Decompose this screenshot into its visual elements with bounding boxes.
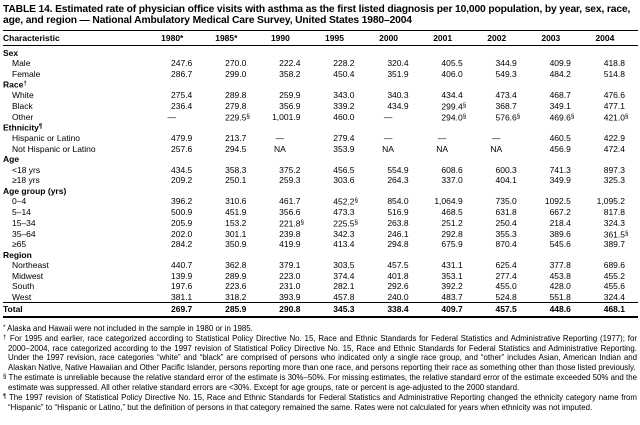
category-label: Age group (yrs) <box>3 185 67 196</box>
cell-rate-value: 516.9 <box>387 207 409 218</box>
cell-rate-value: 396.2 <box>171 196 193 207</box>
cell-rate-value: 282.1 <box>333 281 355 292</box>
column-header-year: 1980* <box>151 30 205 45</box>
category-row <box>3 250 638 260</box>
cell-rate-value: 379.1 <box>279 260 301 271</box>
cell-rate-value: 205.9 <box>171 217 193 228</box>
cell-rate-value: 431.1 <box>441 260 463 271</box>
cell-rate-value: 741.3 <box>549 164 571 175</box>
table-row <box>3 281 638 291</box>
cell-rate-value: 356.9 <box>279 100 301 111</box>
cell-rate-value: 854.0 <box>387 196 409 207</box>
cell-rate-value: 228.2 <box>333 58 355 69</box>
cell-rate-value: 389.7 <box>603 239 625 250</box>
table-row <box>3 271 638 281</box>
cell-rate-value: 476.6 <box>603 90 625 101</box>
cell-rate-value: 500.9 <box>171 207 193 218</box>
cell-rate-value: 897.3 <box>603 164 625 175</box>
cell-rate-value: 345.3 <box>313 303 367 317</box>
table-row <box>3 175 638 185</box>
table-row <box>3 69 638 79</box>
table-row <box>3 112 638 123</box>
footnote: † For 1995 and earlier, race categorized according to Statistical Policy Directive No. 15, Race and Ethnic Standards for Federal Statistics and Administrative Reporting (1977); for 2000–2004, race categorized according to the 1997 revision of Statistical Policy Directive No. 15, Race and Ethnic Standards for Federal Statistics and Administrative Reporting. Under the 1997 revision, race categories “white” and “black” are comprised of persons who indicated only a single race group, and “other” includes Asian, American Indian and Alaskan Native, Native Hawaiian and Other Pacific Islander, persons reporting more than one race, and persons reporting their race as something other than those listed previously. <box>3 334 637 372</box>
cell-rate-value: 600.3 <box>495 164 517 175</box>
category-row <box>3 45 638 58</box>
column-header-year: 1985* <box>205 30 259 45</box>
asthma-visit-rate-table <box>3 30 638 318</box>
cell-rate-value: 456.5 <box>333 164 355 175</box>
cell-rate-value: 303.6 <box>333 175 355 186</box>
table-row <box>3 292 638 303</box>
column-header-year: 1990 <box>259 30 313 45</box>
cell-rate-value: 392.2 <box>441 281 463 292</box>
cell-rate-value: 468.7 <box>549 90 571 101</box>
cell-rate-value: 318.2 <box>225 291 247 302</box>
row-label: West <box>12 291 32 302</box>
cell-rate-value: 269.7 <box>151 303 205 317</box>
cell-rate-value: 451.9 <box>225 207 247 218</box>
cell-rate-value: 257.6 <box>171 143 193 154</box>
cell-rate-value: 455.0 <box>495 281 517 292</box>
cell-rate-value: 270.0 <box>225 58 247 69</box>
row-label: ≥18 yrs <box>12 175 40 186</box>
cell-no-estimate: — <box>383 111 393 122</box>
cell-rate-value: 457.5 <box>476 303 530 317</box>
cell-rate-value: 483.7 <box>441 291 463 302</box>
footnote-marker: * <box>3 323 6 331</box>
cell-rate-value: 221.8§ <box>279 218 304 229</box>
cell-rate-value: 231.0 <box>279 281 301 292</box>
cell-rate-value: 229.5§ <box>225 112 250 123</box>
cell-rate-value: 275.4 <box>171 90 193 101</box>
cell-rate-value: 472.4 <box>603 143 625 154</box>
cell-rate-value: 1092.5 <box>544 196 571 207</box>
cell-rate-value: 350.9 <box>225 239 247 250</box>
table-row <box>3 196 638 207</box>
column-header-characteristic: Characteristic <box>3 30 151 45</box>
cell-rate-value: 294.0§ <box>441 112 467 123</box>
cell-rate-value: 218.4 <box>549 217 571 228</box>
cell-rate-value: 285.9 <box>205 303 259 317</box>
total-row <box>3 303 638 317</box>
cell-rate-value: 324.3 <box>603 217 625 228</box>
cell-rate-value: 473.3 <box>333 207 355 218</box>
cell-rate-value: 342.3 <box>333 228 355 239</box>
cell-rate-value: 477.1 <box>603 100 625 111</box>
column-header-year: 2002 <box>476 30 530 45</box>
row-label: ≥65 <box>12 239 27 250</box>
cell-rate-value: 735.0 <box>495 196 517 207</box>
cell-rate-value: 239.8 <box>279 228 301 239</box>
cell-rate-value: 608.6 <box>441 164 463 175</box>
cell-not-available: NA <box>490 143 503 154</box>
cell-rate-value: 817.8 <box>603 207 625 218</box>
cell-rate-value: 368.7 <box>495 100 517 111</box>
cell-rate-value: 549.3 <box>495 68 517 79</box>
cell-rate-value: 338.4 <box>368 303 422 317</box>
cell-rate-value: 401.8 <box>387 270 409 281</box>
cell-rate-value: 251.2 <box>441 217 463 228</box>
table-row <box>3 229 638 240</box>
cell-rate-value: 675.9 <box>441 239 463 250</box>
table-row <box>3 207 638 217</box>
cell-rate-value: 294.8 <box>387 239 409 250</box>
cell-rate-value: 631.8 <box>495 207 517 218</box>
cell-rate-value: 303.5 <box>333 260 355 271</box>
cell-rate-value: 689.6 <box>603 260 625 271</box>
cell-rate-value: 468.5 <box>441 207 463 218</box>
row-label: 0–4 <box>12 196 27 207</box>
cell-rate-value: 409.7 <box>422 303 476 317</box>
cell-rate-value: 473.4 <box>495 90 517 101</box>
cell-rate-value: 223.0 <box>279 270 301 281</box>
cell-rate-value: 279.8 <box>225 100 247 111</box>
row-label: Midwest <box>12 270 44 281</box>
cell-rate-value: 381.1 <box>171 291 193 302</box>
cell-rate-value: 421.0§ <box>603 112 629 123</box>
cell-rate-value: 286.7 <box>171 68 193 79</box>
cell-rate-value: 153.2 <box>225 217 247 228</box>
cell-rate-value: 434.5 <box>171 164 193 175</box>
cell-not-available: NA <box>382 143 394 154</box>
cell-rate-value: 428.0 <box>549 281 571 292</box>
table-row <box>3 58 638 68</box>
cell-rate-value: 455.6 <box>603 281 625 292</box>
category-row <box>3 122 638 133</box>
cell-rate-value: 422.9 <box>603 133 625 144</box>
cell-rate-value: 250.1 <box>225 175 247 186</box>
cell-rate-value: 340.3 <box>387 90 409 101</box>
cell-rate-value: 576.6§ <box>495 112 521 123</box>
cell-rate-value: 223.6 <box>225 281 247 292</box>
cell-rate-value: 246.1 <box>387 228 409 239</box>
cell-rate-value: 625.4 <box>495 260 517 271</box>
cell-rate-value: 456.9 <box>549 143 571 154</box>
cell-rate-value: 247.6 <box>171 58 193 69</box>
cell-rate-value: 479.9 <box>171 133 193 144</box>
cell-rate-value: 289.9 <box>225 270 247 281</box>
cell-rate-value: 375.2 <box>279 164 301 175</box>
footnote-reference-marker: ¶ <box>38 123 43 131</box>
cell-rate-value: 405.5 <box>441 58 463 69</box>
cell-rate-value: 406.0 <box>441 68 463 79</box>
row-label: 5–14 <box>12 207 31 218</box>
cell-rate-value: 353.1 <box>441 270 463 281</box>
cell-rate-value: 457.5 <box>387 260 409 271</box>
row-label: Female <box>12 68 41 79</box>
category-label: Sex <box>3 47 19 58</box>
table-title: TABLE 14. Estimated rate of physician office visits with asthma as the first listed diagnosis per 10,000 population, by year, sex, race, age, and region — National Ambulatory Medical Care Survey, United States 1980–2004 <box>3 4 631 27</box>
cell-no-estimate: — <box>437 133 447 144</box>
footnote-reference-marker: † <box>23 80 27 88</box>
cell-rate-value: 418.8 <box>603 58 625 69</box>
column-header-year: 2001 <box>422 30 476 45</box>
row-label: <18 yrs <box>12 164 41 175</box>
cell-rate-value: 349.1 <box>549 100 571 111</box>
cell-rate-value: 356.6 <box>279 207 301 218</box>
category-label: Age <box>3 154 20 165</box>
footnote: § The estimate is unreliable because the relative standard error of the estimate is 30%–50%. For missing estimates, the relative standard error of the estimate exceeded 50% and the estimate was suppressed. All other relative standard errors are <30%. Except for age groups, rate or percent is age-adjusted to the 2000 standard. <box>3 373 637 392</box>
cell-rate-value: 870.4 <box>495 239 517 250</box>
row-label: Black <box>12 100 33 111</box>
row-label: Total <box>3 303 151 317</box>
cell-rate-value: 409.9 <box>549 58 571 69</box>
cell-rate-value: 279.4 <box>333 133 355 144</box>
cell-rate-value: 453.8 <box>549 270 571 281</box>
row-label: Male <box>12 58 31 69</box>
cell-rate-value: 250.4 <box>495 217 517 228</box>
category-label: Region <box>3 249 32 260</box>
cell-rate-value: 294.5 <box>225 143 247 154</box>
column-header-year: 1995 <box>313 30 367 45</box>
category-row <box>3 79 638 90</box>
cell-rate-value: 361.5§ <box>603 229 629 240</box>
cell-rate-value: 457.8 <box>333 291 355 302</box>
cell-rate-value: 413.4 <box>333 239 355 250</box>
table-row <box>3 101 638 112</box>
cell-rate-value: 343.0 <box>333 90 355 101</box>
cell-rate-value: 339.2 <box>333 100 355 111</box>
cell-rate-value: 209.2 <box>171 175 193 186</box>
footnotes <box>3 323 637 413</box>
row-label: Other <box>12 111 34 122</box>
cell-rate-value: 236.4 <box>171 100 193 111</box>
cell-rate-value: 325.3 <box>603 175 625 186</box>
cell-rate-value: 263.8 <box>387 217 409 228</box>
cell-rate-value: 213.7 <box>225 133 247 144</box>
category-label: Ethnicity¶ <box>3 122 43 133</box>
cell-rate-value: 484.2 <box>549 68 571 79</box>
column-header-year: 2004 <box>584 30 638 45</box>
cell-rate-value: 362.8 <box>225 260 247 271</box>
cell-rate-value: 419.9 <box>279 239 301 250</box>
cell-rate-value: 434.9 <box>387 100 409 111</box>
cell-rate-value: 448.6 <box>530 303 584 317</box>
table-row <box>3 144 638 154</box>
cell-rate-value: 320.4 <box>387 58 409 69</box>
cell-rate-value: 240.0 <box>387 291 409 302</box>
cell-rate-value: 299.4§ <box>441 101 467 112</box>
cell-rate-value: 460.0 <box>333 111 355 122</box>
table-row <box>3 260 638 270</box>
cell-no-estimate: — <box>383 133 393 144</box>
category-label: Race† <box>3 79 27 90</box>
cell-rate-value: 1,095.2 <box>596 196 625 207</box>
cell-no-estimate: — <box>275 133 285 144</box>
cell-rate-value: 299.0 <box>225 68 247 79</box>
table-body <box>3 45 638 316</box>
footnote-marker: § <box>3 373 7 381</box>
cell-rate-value: 358.2 <box>279 68 301 79</box>
cell-rate-value: 460.5 <box>549 133 571 144</box>
cell-rate-value: 284.2 <box>171 239 193 250</box>
cell-rate-value: 259.9 <box>279 90 301 101</box>
cell-rate-value: 514.8 <box>603 68 625 79</box>
cell-rate-value: 667.2 <box>549 207 571 218</box>
cell-not-available: NA <box>274 143 286 154</box>
cell-rate-value: 259.3 <box>279 175 301 186</box>
cell-rate-value: 353.9 <box>333 143 355 154</box>
footnote: ¶ The 1997 revision of Statistical Policy Directive No. 15, Race and Ethnic Standards for Federal Statistics and Administrative Reporting changed the ethnicity category name from “Hispanic” to “Hispanic or Latino,” but the definition of persons in that category remained the same. Rates were not calculated for years when ethnicity was not imputed. <box>3 393 637 413</box>
cell-rate-value: 197.6 <box>171 281 193 292</box>
cell-rate-value: 289.8 <box>225 90 247 101</box>
cell-rate-value: 389.6 <box>549 228 571 239</box>
cell-rate-value: 469.6§ <box>549 112 575 123</box>
row-label: South <box>12 281 35 292</box>
cell-rate-value: 292.8 <box>441 228 463 239</box>
cell-rate-value: 225.5§ <box>333 218 359 229</box>
table-row <box>3 218 638 229</box>
cell-rate-value: 554.9 <box>387 164 409 175</box>
cell-not-available: NA <box>436 143 449 154</box>
cell-rate-value: 344.9 <box>495 58 517 69</box>
table-row <box>3 165 638 175</box>
cell-rate-value: 545.6 <box>549 239 571 250</box>
row-label: White <box>12 90 34 101</box>
cell-rate-value: 468.1 <box>584 303 638 317</box>
row-label: Hispanic or Latino <box>12 133 81 144</box>
footnote: * Alaska and Hawaii were not included in the sample in 1980 or in 1985. <box>3 323 253 333</box>
cell-rate-value: 222.4 <box>279 58 301 69</box>
footnote-marker: † <box>3 334 8 342</box>
cell-rate-value: 292.6 <box>387 281 409 292</box>
cell-rate-value: 351.9 <box>387 68 409 79</box>
cell-rate-value: 301.1 <box>225 228 247 239</box>
header-row <box>3 30 638 45</box>
cell-rate-value: 349.9 <box>549 175 571 186</box>
cell-rate-value: 290.8 <box>259 303 313 317</box>
column-header-year: 2003 <box>530 30 584 45</box>
table-row <box>3 239 638 249</box>
cell-rate-value: 393.9 <box>279 291 301 302</box>
cell-rate-value: 264.3 <box>387 175 409 186</box>
row-label: 35–64 <box>12 228 36 239</box>
cell-rate-value: 310.6 <box>225 196 247 207</box>
cell-rate-value: 1,001.9 <box>272 111 301 122</box>
cell-rate-value: 551.8 <box>549 291 571 302</box>
cell-rate-value: 358.3 <box>225 164 247 175</box>
cell-rate-value: 461.7 <box>279 196 301 207</box>
cell-no-estimate: — <box>167 111 176 122</box>
row-label: 15–34 <box>12 217 36 228</box>
cell-rate-value: 455.2 <box>603 270 625 281</box>
cell-rate-value: 324.4 <box>603 291 625 302</box>
category-row <box>3 154 638 164</box>
cell-rate-value: 1,064.9 <box>434 196 463 207</box>
cell-rate-value: 404.1 <box>495 175 517 186</box>
cell-rate-value: 277.4 <box>495 270 517 281</box>
category-row <box>3 186 638 196</box>
cell-rate-value: 440.7 <box>171 260 193 271</box>
footnote-marker: ¶ <box>3 393 7 401</box>
table-row <box>3 133 638 143</box>
cell-rate-value: 355.3 <box>495 228 517 239</box>
cell-rate-value: 450.4 <box>333 68 355 79</box>
cell-rate-value: 337.0 <box>441 175 463 186</box>
cell-rate-value: 434.4 <box>441 90 463 101</box>
cell-no-estimate: — <box>491 133 501 144</box>
cell-rate-value: 374.4 <box>333 270 355 281</box>
row-label: Not Hispanic or Latino <box>12 143 96 154</box>
column-header-year: 2000 <box>368 30 422 45</box>
cell-rate-value: 202.0 <box>171 228 193 239</box>
cell-rate-value: 524.8 <box>495 291 517 302</box>
cell-rate-value: 452.2§ <box>333 196 359 207</box>
cell-rate-value: 377.8 <box>549 260 571 271</box>
cell-rate-value: 139.9 <box>171 270 193 281</box>
table-row <box>3 90 638 100</box>
row-label: Northeast <box>12 260 49 271</box>
